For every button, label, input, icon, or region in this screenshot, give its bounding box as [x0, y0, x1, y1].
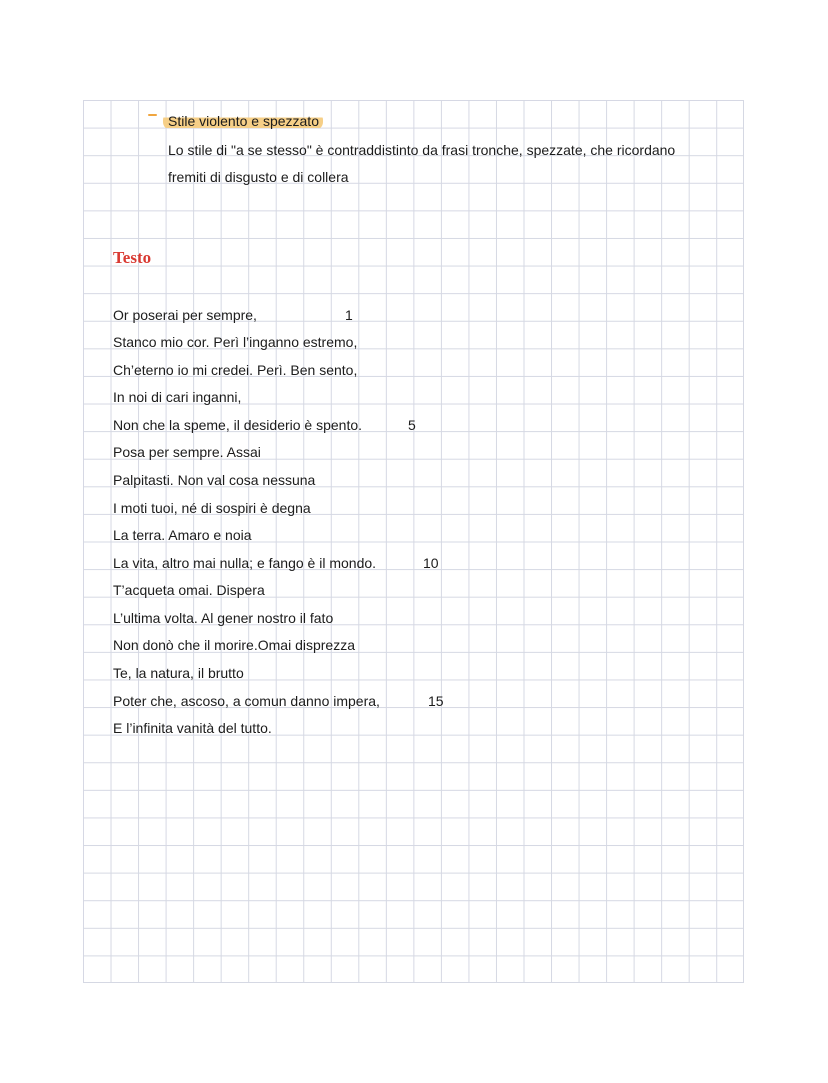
- poem-line: Poter che, ascoso, a comun danno impera,: [113, 693, 380, 709]
- line-number: 10: [423, 555, 439, 571]
- poem-line: Or poserai per sempre,: [113, 307, 257, 323]
- bullet-body-line: fremiti di disgusto e di collera: [168, 169, 349, 185]
- poem-line: Posa per sempre. Assai: [113, 444, 261, 460]
- poem-line: La terra. Amaro e noia: [113, 527, 252, 543]
- poem-line: I moti tuoi, né di sospiri è degna: [113, 500, 311, 516]
- poem-line: Non donò che il morire.Omai disprezza: [113, 637, 355, 653]
- bullet-dash-icon: [148, 114, 157, 116]
- line-number: 1: [345, 307, 353, 323]
- poem-line: E l’infinita vanità del tutto.: [113, 720, 272, 736]
- poem-line: L’ultima volta. Al gener nostro il fato: [113, 610, 334, 626]
- poem-line: Palpitasti. Non val cosa nessuna: [113, 472, 316, 488]
- poem-line: In noi di cari inganni,: [113, 389, 242, 405]
- line-number: 5: [408, 417, 416, 433]
- poem-line: Non che la speme, il desiderio è spento.: [113, 417, 363, 433]
- section-title: Testo: [113, 248, 152, 267]
- poem-line: La vita, altro mai nulla; e fango è il mondo.: [113, 555, 377, 571]
- highlighted-bullet-title: Stile violento e spezzato: [163, 112, 323, 130]
- poem-line: Stanco mio cor. Perì l’inganno estremo,: [113, 334, 358, 350]
- bullet-body-line: Lo stile di "a se stesso" è contraddistinto da frasi tronche, spezzate, che ricordano: [168, 142, 676, 158]
- line-number: 15: [428, 693, 444, 709]
- poem-line: Te, la natura, il brutto: [113, 665, 244, 681]
- poem-line: Ch’eterno io mi credei. Perì. Ben sento,: [113, 362, 358, 378]
- poem-line: T’acqueta omai. Dispera: [113, 582, 265, 598]
